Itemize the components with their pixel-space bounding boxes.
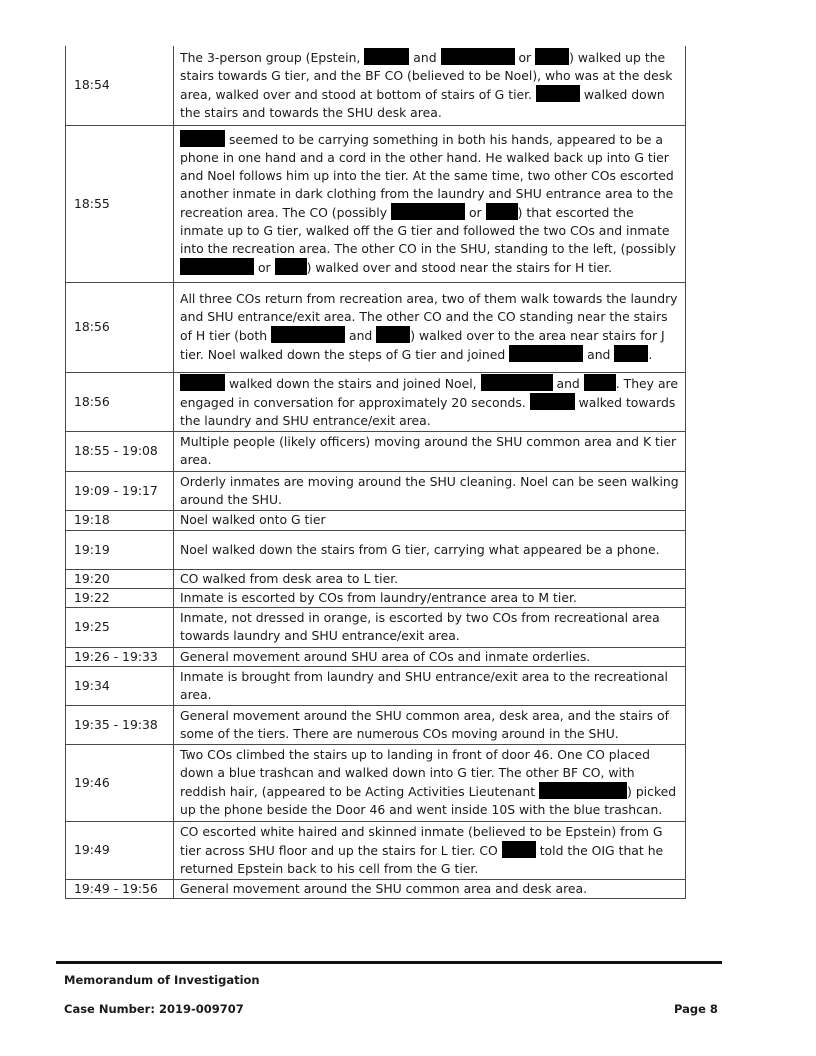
footer-divider: [56, 961, 722, 964]
redaction-box: [539, 782, 627, 799]
redaction-box: [391, 203, 465, 220]
redaction-box: [614, 345, 648, 362]
redaction-box: [441, 48, 515, 65]
event-cell: Noel walked down the stairs from G tier, carrying what appeared be a phone.: [174, 530, 686, 569]
event-cell: The 3-person group (Epstein, and or ) walked up the stairs towards G tier, and the BF CO (believed to be Noel), who was at the desk area, walked over and stood at bottom of stairs of G tier. walked down the stairs and towards the SHU desk area.: [174, 46, 686, 125]
event-cell: Orderly inmates are moving around the SHU cleaning. Noel can be seen walking around the SHU.: [174, 471, 686, 510]
time-cell: 18:55 - 19:08: [66, 431, 174, 471]
event-cell: General movement around the SHU common area, desk area, and the stairs of some of the tiers. There are numerous COs moving around in the SHU.: [174, 705, 686, 744]
time-cell: 19:25: [66, 607, 174, 647]
table-row: [66, 569, 686, 588]
table-row: [66, 46, 686, 125]
event-cell: Multiple people (likely officers) moving around the SHU common area and K tier area.: [174, 431, 686, 471]
redaction-box: [486, 203, 518, 220]
event-cell: All three COs return from recreation area, two of them walk towards the laundry and SHU entrance/exit area. The other CO and the CO standing near the stairs of H tier (both and ) walked over to the area near stairs for J tier. Noel walked down the steps of G tier and joined and .: [174, 282, 686, 372]
time-cell: 19:34: [66, 666, 174, 705]
redaction-box: [180, 374, 225, 391]
time-cell: 18:56: [66, 282, 174, 372]
redaction-box: [502, 841, 536, 858]
redaction-box: [530, 393, 575, 410]
redaction-box: [481, 374, 553, 391]
timeline-table: [65, 46, 686, 899]
page-number: Page 8: [674, 1002, 718, 1016]
time-cell: 19:26 - 19:33: [66, 647, 174, 666]
event-cell: Inmate is escorted by COs from laundry/entrance area to M tier.: [174, 588, 686, 607]
table-row: [66, 879, 686, 898]
time-cell: 19:09 - 19:17: [66, 471, 174, 510]
event-cell: walked down the stairs and joined Noel, and . They are engaged in conversation for approximately 20 seconds. walked towards the laundry and SHU entrance/exit area.: [174, 372, 686, 431]
redaction-box: [536, 85, 580, 102]
memo-title: Memorandum of Investigation: [64, 973, 260, 987]
time-cell: 18:54: [66, 46, 174, 125]
table-row: [66, 588, 686, 607]
table-row: [66, 510, 686, 530]
time-cell: 19:46: [66, 744, 174, 821]
table-row: [66, 471, 686, 510]
table-row: [66, 744, 686, 821]
time-cell: 18:55: [66, 125, 174, 282]
table-row: [66, 530, 686, 569]
table-row: [66, 705, 686, 744]
event-cell: Inmate is brought from laundry and SHU entrance/exit area to the recreational area.: [174, 666, 686, 705]
time-cell: 19:35 - 19:38: [66, 705, 174, 744]
event-cell: Inmate, not dressed in orange, is escorted by two COs from recreational area towards laundry and SHU entrance/exit area.: [174, 607, 686, 647]
redaction-box: [376, 326, 410, 343]
time-cell: 18:56: [66, 372, 174, 431]
table-row: [66, 666, 686, 705]
time-cell: 19:49 - 19:56: [66, 879, 174, 898]
table-row: [66, 821, 686, 879]
table-row: [66, 607, 686, 647]
redaction-box: [584, 374, 616, 391]
redaction-box: [180, 258, 254, 275]
redaction-box: [364, 48, 409, 65]
table-row: [66, 647, 686, 666]
time-cell: 19:18: [66, 510, 174, 530]
event-cell: seemed to be carrying something in both his hands, appeared to be a phone in one hand and a cord in the other hand. He walked back up into G tier and Noel follows him up into the tier. At the same time, two other COs escorted another inmate in dark clothing from the laundry and SHU entrance area to the recreation area. The CO (possibly or ) that escorted the inmate up to G tier, walked off the G tier and followed the two COs and inmate into the recreation area. The other CO in the SHU, standing to the left, (possibly or ) walked over and stood near the stairs for H tier.: [174, 125, 686, 282]
time-cell: 19:19: [66, 530, 174, 569]
time-cell: 19:22: [66, 588, 174, 607]
table-row: [66, 431, 686, 471]
time-cell: 19:49: [66, 821, 174, 879]
redaction-box: [509, 345, 583, 362]
event-cell: Noel walked onto G tier: [174, 510, 686, 530]
table-row: [66, 372, 686, 431]
redaction-box: [275, 258, 307, 275]
event-cell: CO escorted white haired and skinned inmate (believed to be Epstein) from G tier across SHU floor and up the stairs for L tier. CO told the OIG that he returned Epstein back to his cell from the G tier.: [174, 821, 686, 879]
redaction-box: [535, 48, 569, 65]
event-cell: CO walked from desk area to L tier.: [174, 569, 686, 588]
case-number: Case Number: 2019-009707: [64, 1002, 244, 1016]
table-row: [66, 125, 686, 282]
event-cell: General movement around SHU area of COs and inmate orderlies.: [174, 647, 686, 666]
event-cell: General movement around the SHU common area and desk area.: [174, 879, 686, 898]
redaction-box: [271, 326, 345, 343]
time-cell: 19:20: [66, 569, 174, 588]
table-row: [66, 282, 686, 372]
redaction-box: [180, 130, 225, 147]
event-cell: Two COs climbed the stairs up to landing in front of door 46. One CO placed down a blue trashcan and walked down into G tier. The other BF CO, with reddish hair, (appeared to be Acting Activities Lieutenant ) picked up the phone beside the Door 46 and went inside 10S with the blue trashcan.: [174, 744, 686, 821]
